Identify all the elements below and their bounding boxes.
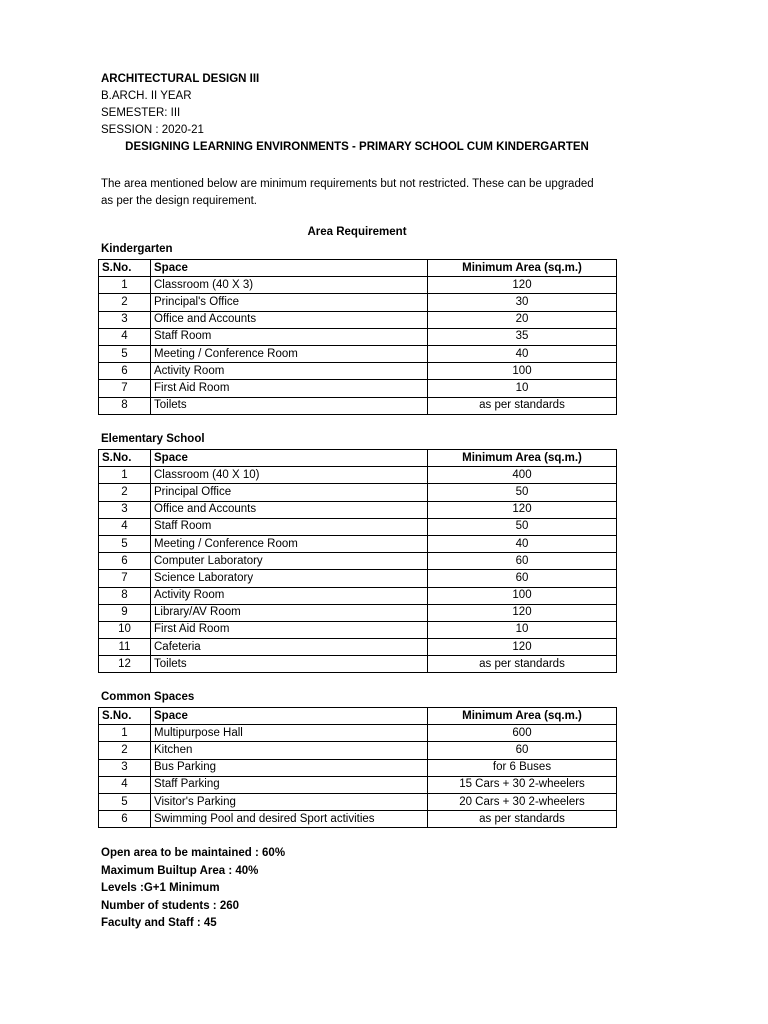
elementary-title: Elementary School xyxy=(101,433,205,445)
row-sno-cell: 7 xyxy=(99,380,151,397)
table-row xyxy=(99,793,617,810)
row-area-cell: 50 xyxy=(428,518,617,535)
summary-line: Faculty and Staff : 45 xyxy=(101,917,217,929)
row-sno-cell: 5 xyxy=(99,345,151,362)
kindergarten-table xyxy=(98,259,617,415)
summary-line: Levels :G+1 Minimum xyxy=(101,882,220,894)
table-row xyxy=(99,363,617,380)
row-space-cell: First Aid Room xyxy=(151,380,428,397)
row-sno-cell: 9 xyxy=(99,604,151,621)
table-row xyxy=(99,587,617,604)
row-sno-cell: 5 xyxy=(99,793,151,810)
table-row xyxy=(99,759,617,776)
common-spaces-table xyxy=(98,707,617,828)
table-row xyxy=(99,311,617,328)
table-row xyxy=(99,345,617,362)
table-header-row xyxy=(99,708,617,725)
row-area-cell: 120 xyxy=(428,277,617,294)
row-area-cell: 50 xyxy=(428,484,617,501)
area-header: Minimum Area (sq.m.) xyxy=(428,450,617,467)
common-spaces-title: Common Spaces xyxy=(101,691,195,703)
row-space-cell: Visitor's Parking xyxy=(151,793,428,810)
row-sno-cell: 4 xyxy=(99,776,151,793)
row-area-cell: 100 xyxy=(428,363,617,380)
row-area-cell: 100 xyxy=(428,587,617,604)
row-sno-cell: 6 xyxy=(99,811,151,828)
row-space-cell: Multipurpose Hall xyxy=(151,725,428,742)
table-row xyxy=(99,725,617,742)
row-sno-cell: 6 xyxy=(99,553,151,570)
sno-header: S.No. xyxy=(99,260,151,277)
space-header: Space xyxy=(151,260,428,277)
row-space-cell: Toilets xyxy=(151,656,428,673)
row-area-cell: 60 xyxy=(428,742,617,759)
summary-line: Number of students : 260 xyxy=(101,899,240,912)
sno-header: S.No. xyxy=(99,708,151,725)
table-row xyxy=(99,553,617,570)
row-space-cell: Classroom (40 X 10) xyxy=(151,467,428,484)
row-sno-cell: 12 xyxy=(99,656,151,673)
row-sno-cell: 8 xyxy=(99,587,151,604)
table-row xyxy=(99,380,617,397)
kindergarten-title: Kindergarten xyxy=(101,243,173,255)
row-area-cell: 40 xyxy=(428,345,617,362)
row-space-cell: First Aid Room xyxy=(151,621,428,638)
row-sno-cell: 7 xyxy=(99,570,151,587)
row-space-cell: Office and Accounts xyxy=(151,311,428,328)
semester-line: SEMESTER: III xyxy=(101,107,181,119)
table-row xyxy=(99,328,617,345)
row-space-cell: Kitchen xyxy=(151,742,428,759)
row-sno-cell: 2 xyxy=(99,484,151,501)
table-header-row xyxy=(99,260,617,277)
row-sno-cell: 10 xyxy=(99,621,151,638)
row-sno-cell: 1 xyxy=(99,467,151,484)
row-area-cell: 35 xyxy=(428,328,617,345)
session-line: SESSION : 2020-21 xyxy=(101,124,204,136)
row-space-cell: Principal Office xyxy=(151,484,428,501)
row-space-cell: Computer Laboratory xyxy=(151,553,428,570)
table-row xyxy=(99,604,617,621)
table-row xyxy=(99,811,617,828)
table-row xyxy=(99,776,617,793)
row-sno-cell: 3 xyxy=(99,759,151,776)
table-row xyxy=(99,501,617,518)
row-space-cell: Activity Room xyxy=(151,363,428,380)
summary-line: Maximum Builtup Area : 40% xyxy=(101,864,259,877)
table-header-row xyxy=(99,450,617,467)
row-space-cell: Cafeteria xyxy=(151,639,428,656)
row-space-cell: Swimming Pool and desired Sport activities xyxy=(151,811,428,828)
row-space-cell: Bus Parking xyxy=(151,759,428,776)
row-space-cell: Staff Room xyxy=(151,518,428,535)
row-area-cell: 60 xyxy=(428,570,617,587)
summary-line: Open area to be maintained : 60% xyxy=(101,847,286,859)
row-sno-cell: 6 xyxy=(99,363,151,380)
table-row xyxy=(99,742,617,759)
row-area-cell: as per standards xyxy=(428,397,617,414)
sno-header: S.No. xyxy=(99,450,151,467)
row-area-cell: 40 xyxy=(428,535,617,552)
row-space-cell: Toilets xyxy=(151,397,428,414)
table-row xyxy=(99,467,617,484)
area-header: Minimum Area (sq.m.) xyxy=(428,708,617,725)
row-area-cell: 20 Cars + 30 2-wheelers xyxy=(428,793,617,810)
row-area-cell: 120 xyxy=(428,501,617,518)
row-space-cell: Science Laboratory xyxy=(151,570,428,587)
row-space-cell: Office and Accounts xyxy=(151,501,428,518)
row-space-cell: Meeting / Conference Room xyxy=(151,535,428,552)
row-space-cell: Classroom (40 X 3) xyxy=(151,277,428,294)
summary-block xyxy=(101,845,285,933)
row-area-cell: for 6 Buses xyxy=(428,759,617,776)
intro-paragraph: The area mentioned below are minimum requirements but not restricted. These can be upgraded as per the design requirement. xyxy=(101,178,594,207)
row-area-cell: 15 Cars + 30 2-wheelers xyxy=(428,776,617,793)
table-row xyxy=(99,570,617,587)
row-area-cell: 600 xyxy=(428,725,617,742)
table-row xyxy=(99,518,617,535)
project-title: DESIGNING LEARNING ENVIRONMENTS - PRIMARY SCHOOL CUM KINDERGARTEN xyxy=(125,141,589,153)
elementary-table xyxy=(98,449,617,673)
row-space-cell: Staff Parking xyxy=(151,776,428,793)
course-title: ARCHITECTURAL DESIGN III xyxy=(101,73,260,85)
table-row xyxy=(99,277,617,294)
row-space-cell: Principal's Office xyxy=(151,294,428,311)
row-area-cell: as per standards xyxy=(428,811,617,828)
row-sno-cell: 4 xyxy=(99,518,151,535)
row-area-cell: 20 xyxy=(428,311,617,328)
row-sno-cell: 1 xyxy=(99,277,151,294)
space-header: Space xyxy=(151,708,428,725)
row-sno-cell: 11 xyxy=(99,639,151,656)
row-area-cell: 120 xyxy=(428,639,617,656)
year-line: B.ARCH. II YEAR xyxy=(101,90,192,102)
row-sno-cell: 2 xyxy=(99,742,151,759)
row-area-cell: 10 xyxy=(428,621,617,638)
row-sno-cell: 8 xyxy=(99,397,151,414)
table-row xyxy=(99,656,617,673)
row-area-cell: as per standards xyxy=(428,656,617,673)
row-area-cell: 10 xyxy=(428,380,617,397)
row-area-cell: 120 xyxy=(428,604,617,621)
table-row xyxy=(99,484,617,501)
table-row xyxy=(99,621,617,638)
table-row xyxy=(99,294,617,311)
area-header: Minimum Area (sq.m.) xyxy=(428,260,617,277)
row-area-cell: 30 xyxy=(428,294,617,311)
row-space-cell: Meeting / Conference Room xyxy=(151,345,428,362)
row-sno-cell: 3 xyxy=(99,501,151,518)
row-space-cell: Library/AV Room xyxy=(151,604,428,621)
row-area-cell: 60 xyxy=(428,553,617,570)
row-sno-cell: 3 xyxy=(99,311,151,328)
row-space-cell: Staff Room xyxy=(151,328,428,345)
area-requirement-title: Area Requirement xyxy=(307,226,407,238)
row-sno-cell: 5 xyxy=(99,535,151,552)
row-space-cell: Activity Room xyxy=(151,587,428,604)
space-header: Space xyxy=(151,450,428,467)
row-sno-cell: 2 xyxy=(99,294,151,311)
table-row xyxy=(99,397,617,414)
row-area-cell: 400 xyxy=(428,467,617,484)
table-row xyxy=(99,639,617,656)
row-sno-cell: 1 xyxy=(99,725,151,742)
table-row xyxy=(99,535,617,552)
row-sno-cell: 4 xyxy=(99,328,151,345)
